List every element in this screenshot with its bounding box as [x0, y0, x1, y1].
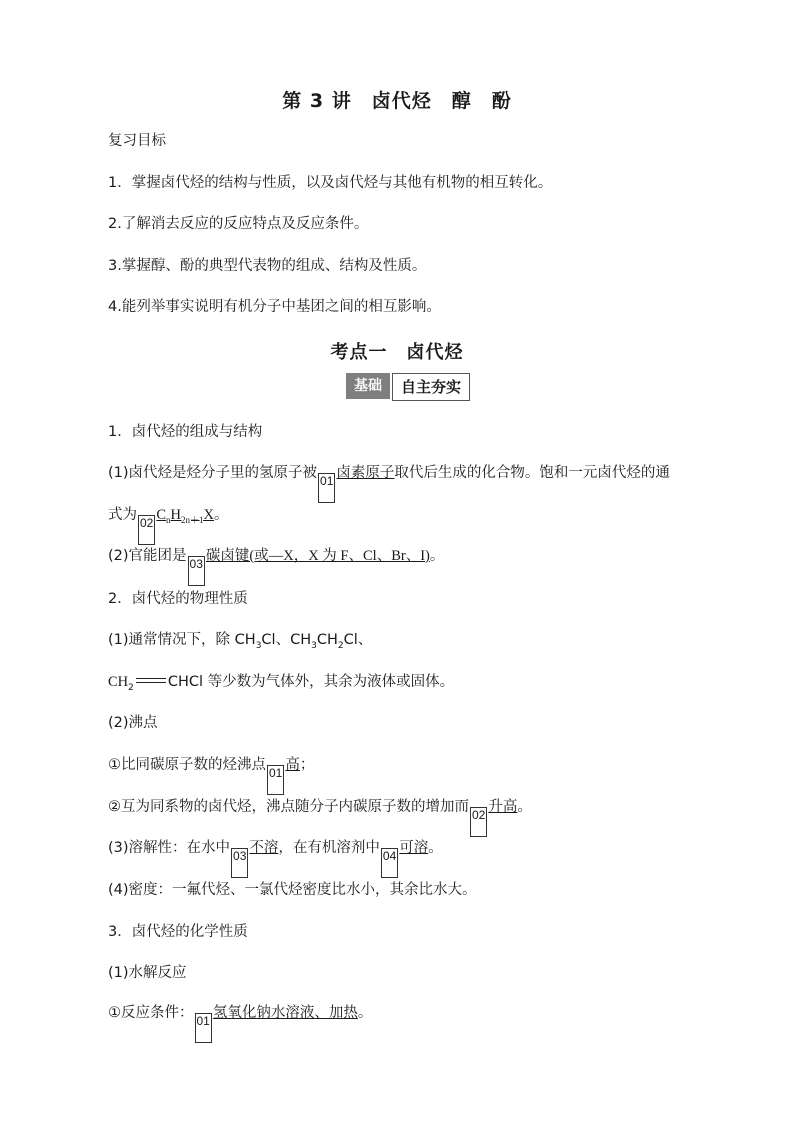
s2-p4: ①比同碳原子数的烃沸点 01 高；	[108, 755, 314, 795]
s2-p5: ②互为同系物的卤代烃，沸点随分子内碳原子数的增加而 02 升高。	[108, 797, 532, 837]
s3-heading: 3．卤代烃的化学性质	[108, 924, 248, 940]
answer-text: 碳卤键(或—X，X 为 F、Cl、Br、I)	[205, 548, 430, 564]
s3-p1: (1)水解反应	[108, 965, 187, 981]
s1-p2: (2)官能团是 03 碳卤键(或—X，X 为 F、Cl、Br、I)。	[108, 546, 444, 586]
goals-heading: 复习目标	[108, 133, 166, 149]
answer-number: 03	[231, 848, 248, 878]
page-title: 第 3 讲 卤代烃 醇 酚	[282, 90, 512, 112]
double-bond-icon	[136, 678, 166, 683]
s1-heading: 1．卤代烃的组成与结构	[108, 424, 263, 440]
s2-p7: (4)密度：一氟代烃、一氯代烃密度比水小，其余比水大。	[108, 882, 477, 898]
badge-basic: 基础	[346, 373, 390, 399]
section-title: 考点一 卤代烃	[330, 342, 464, 363]
goal-item-1: 1．掌握卤代烃的结构与性质，以及卤代烃与其他有机物的相互转化。	[108, 175, 553, 191]
s1-p1: (1)卤代烃是烃分子里的氢原子被 01 卤素原子取代后生成的化合物。饱和一元卤代烃的通	[108, 463, 670, 503]
answer-number: 01	[195, 1013, 212, 1043]
goal-item-2: 2.了解消去反应的反应特点及反应条件。	[108, 216, 369, 232]
answer-text: 高	[285, 757, 300, 773]
answer-number: 02	[470, 807, 487, 837]
answer-text: 升高	[488, 799, 518, 815]
answer-number: 03	[188, 556, 205, 586]
answer-number: 04	[381, 848, 398, 878]
s2-heading: 2．卤代烃的物理性质	[108, 591, 248, 607]
s2-p1: (1)通常情况下，除 $CH_3Cl$、$CH_3CH_2Cl$、	[108, 632, 373, 651]
goal-item-4: 4.能列举事实说明有机分子中基团之间的相互影响。	[108, 299, 441, 315]
answer-number: 01	[318, 473, 335, 503]
s3-p2: ①反应条件： 01 氢氧化钠水溶液、加热。	[108, 1003, 372, 1043]
goal-item-3: 3.掌握醇、酚的典型代表物的组成、结构及性质。	[108, 258, 427, 274]
s2-p2: $CH_2$ CHCl 等少数为气体外，其余为液体或固体。	[108, 674, 455, 693]
answer-number: 01	[267, 765, 284, 795]
s2-p6: (3)溶解性：在水中 03 不溶，在有机溶剂中 04 可溶。	[108, 838, 443, 878]
answer-number: 02	[138, 515, 155, 545]
s1-p1-cont: 式为 02 $C_nH_{2n+1}X$。	[108, 505, 229, 545]
section-badge	[346, 373, 470, 401]
badge-self-study: 自主夯实	[392, 373, 470, 401]
formula-answer: $C_nH_{2n+1}X$	[156, 507, 215, 525]
answer-text: 卤素原子	[336, 465, 395, 481]
answer-text: 不溶	[249, 840, 279, 856]
answer-text: 氢氧化钠水溶液、加热	[212, 1005, 358, 1021]
answer-text: 可溶	[399, 840, 429, 856]
s2-p3: (2)沸点	[108, 715, 158, 731]
